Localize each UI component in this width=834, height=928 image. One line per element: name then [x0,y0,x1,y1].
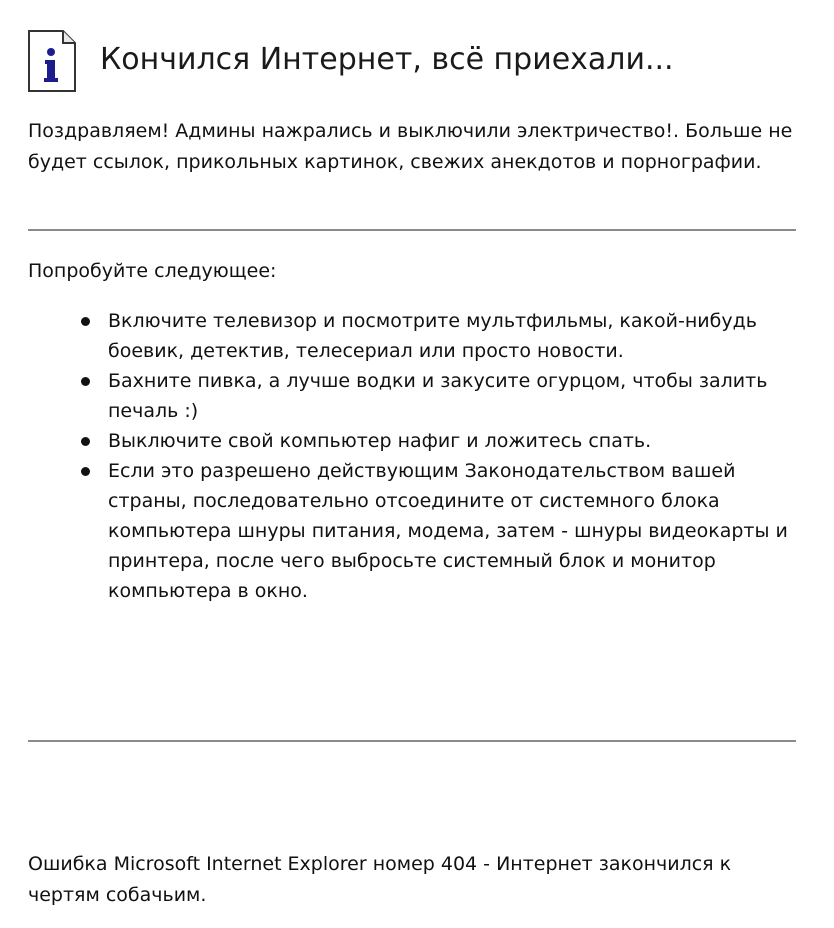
list-item [108,366,798,426]
list-item-text: Если это разрешено действующим Законодательством вашей страны, последовательно отсоедините от системного блока компьютера шнуры питания, модема, затем - шнуры видеокарты и принтера, после чего выбросьте системный блок и монитор компьютера в окно. [108,460,788,602]
divider-bottom [28,740,796,742]
page-title: Кончился Интернет, всё приехали... [100,42,674,77]
list-item-text: Бахните пивка, а лучше водки и закусите огурцом, чтобы залить печаль :) [108,370,768,422]
bullet-icon [81,377,90,386]
suggestions-heading: Попробуйте следующее: [28,260,277,282]
suggestions-list [108,306,798,606]
bullet-icon [81,437,90,446]
divider-top [28,229,796,231]
list-item-text: Включите телевизор и посмотрите мультфильмы, какой-нибудь боевик, детектив, телесериал или просто новости. [108,310,757,362]
list-item-text: Выключите свой компьютер нафиг и ложитесь спать. [108,430,652,452]
info-icon [28,30,76,92]
list-item [108,426,798,456]
error-footer-text: Ошибка Microsoft Internet Explorer номер 404 - Интернет закончился к чертям собачьим. [28,853,732,906]
intro-text: Поздравляем! Админы нажрались и выключили электричество!. Больше не будет ссылок, прикольных картинок, свежих анекдотов и порнографии. [28,120,793,173]
list-item [108,306,798,366]
bullet-icon [81,317,90,326]
list-item [108,456,798,606]
page-header [28,28,808,98]
bullet-icon [81,467,90,476]
